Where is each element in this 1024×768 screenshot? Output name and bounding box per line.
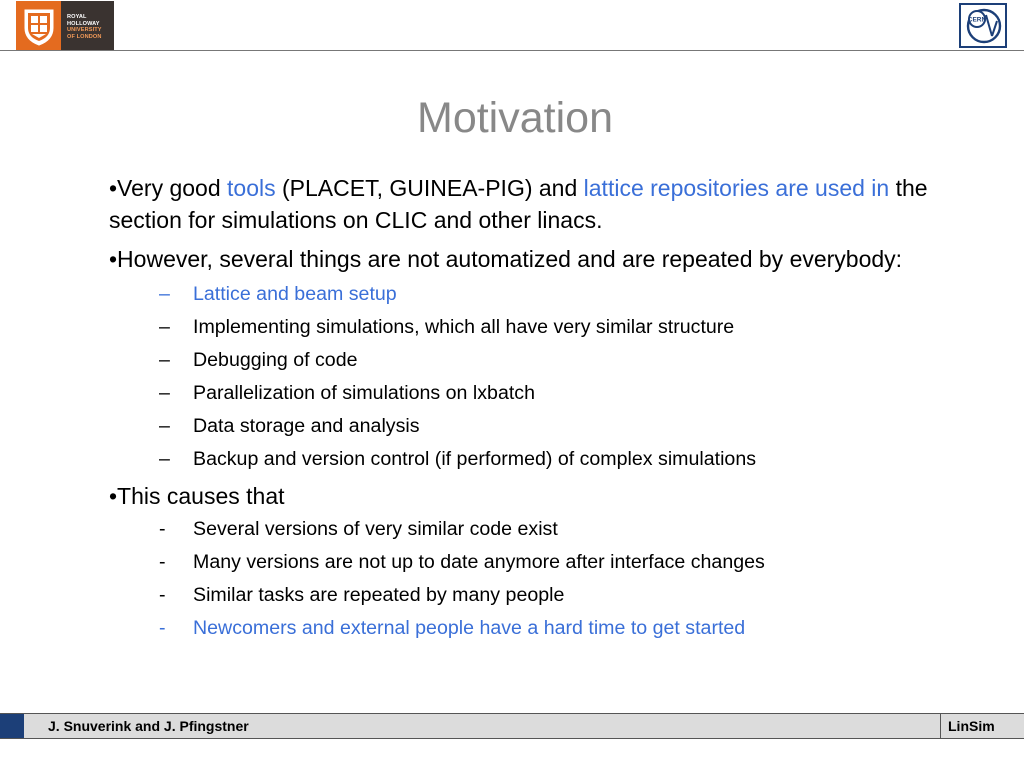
bullet-tools-prefix: •Very good bbox=[109, 175, 228, 201]
bullet-this-causes: •This causes that bbox=[109, 483, 285, 509]
logo-line-4: OF LONDON bbox=[67, 33, 102, 40]
list-item-text: Implementing simulations, which all have very similar structure bbox=[193, 316, 735, 338]
list-item-text: Many versions are not up to date anymore after interface changes bbox=[193, 551, 765, 573]
list-item-text: Parallelization of simulations on lxbatch bbox=[193, 382, 535, 404]
slide-title: Motivation bbox=[417, 94, 613, 142]
list-marker: – bbox=[159, 283, 170, 305]
footer-bar bbox=[0, 713, 1024, 739]
bullet-tools-suffix: the section for simulations on CLIC and other linacs. bbox=[109, 175, 928, 233]
list-item-text: Backup and version control (if performed) of complex simulations bbox=[193, 448, 757, 470]
bullet-not-automatized: •However, several things are not automatized and are repeated by everybody: bbox=[109, 246, 903, 272]
list-item bbox=[109, 281, 969, 314]
list-item bbox=[109, 380, 969, 413]
list-item bbox=[109, 446, 969, 479]
royal-holloway-wordmark bbox=[61, 1, 114, 50]
consequences-list bbox=[109, 516, 969, 648]
cern-wordmark: CERN bbox=[967, 16, 987, 24]
logo-line-2: HOLLOWAY bbox=[67, 20, 100, 27]
logo-line-1: ROYAL bbox=[67, 14, 87, 20]
not-automatized-list bbox=[109, 281, 969, 479]
footer-authors: J. Snuverink and J. Pfingstner bbox=[48, 718, 249, 734]
list-marker: – bbox=[159, 448, 170, 470]
logo-line-3: UNIVERSITY bbox=[67, 27, 102, 33]
slide-body bbox=[109, 172, 969, 648]
list-marker: - bbox=[159, 617, 166, 639]
list-item-text: Similar tasks are repeated by many people bbox=[193, 584, 565, 606]
list-item-text: Lattice and beam setup bbox=[193, 283, 397, 305]
list-item bbox=[109, 347, 969, 380]
list-item bbox=[109, 516, 969, 549]
cern-logo bbox=[959, 3, 1007, 48]
footer-accent bbox=[0, 714, 24, 738]
list-marker: - bbox=[159, 518, 166, 540]
list-marker: – bbox=[159, 415, 170, 437]
list-item bbox=[109, 314, 969, 347]
list-item bbox=[109, 582, 969, 615]
bullet-tools bbox=[109, 172, 969, 236]
tools-link: tools bbox=[227, 175, 276, 201]
header-divider bbox=[0, 50, 1024, 51]
crest-icon bbox=[16, 1, 61, 50]
list-item bbox=[109, 413, 969, 446]
list-marker: – bbox=[159, 316, 170, 338]
list-marker: - bbox=[159, 584, 166, 606]
list-item-text: Newcomers and external people have a hard time to get started bbox=[193, 617, 746, 639]
list-item bbox=[109, 615, 969, 648]
footer-divider bbox=[940, 714, 941, 738]
royal-holloway-logo bbox=[16, 1, 114, 50]
list-item bbox=[109, 549, 969, 582]
list-marker: – bbox=[159, 349, 170, 371]
footer-project: LinSim bbox=[948, 718, 995, 734]
list-item-text: Several versions of very similar code exist bbox=[193, 518, 558, 540]
list-marker: – bbox=[159, 382, 170, 404]
bullet-tools-middle: (PLACET, GUINEA-PIG) and bbox=[275, 175, 584, 201]
lattice-repositories-link: lattice repositories are used in bbox=[583, 175, 890, 201]
list-marker: - bbox=[159, 551, 166, 573]
list-item-text: Debugging of code bbox=[193, 349, 358, 371]
list-item-text: Data storage and analysis bbox=[193, 415, 420, 437]
